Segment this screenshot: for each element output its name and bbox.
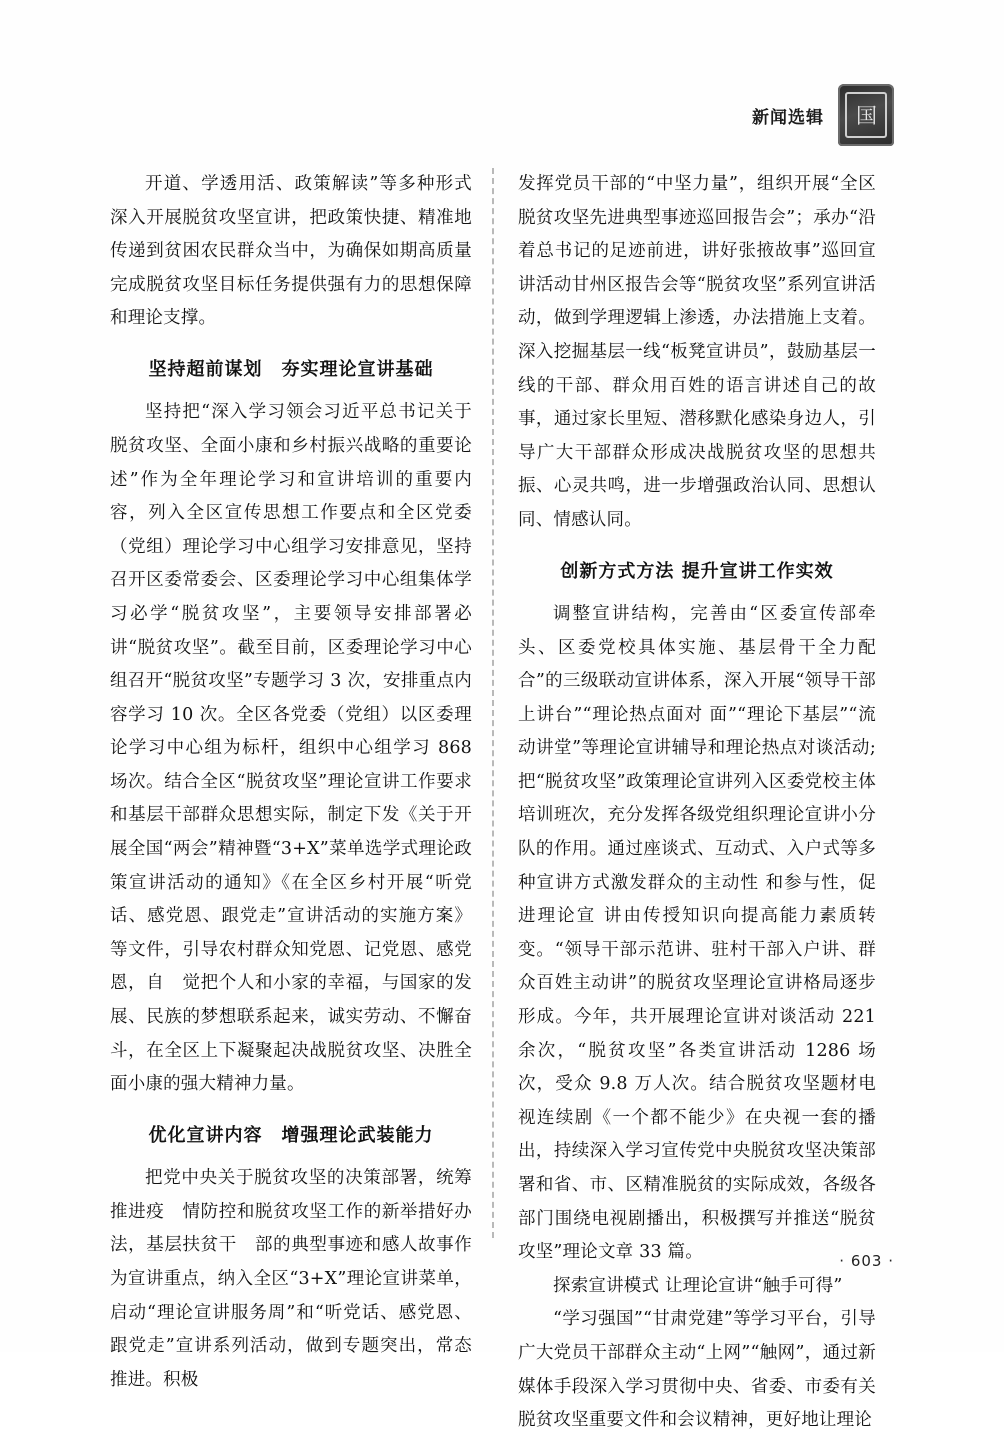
left-column	[110, 168, 490, 1390]
paragraph: 坚持把“深入学习领会习近平总书记关于脱贫攻坚、全面小康和乡村振兴战略的重要论述”作为全年理论学习和宣讲培训的重要内容，列入全区宣传思想工作要点和全区党委（党组）理论学习中心组学习安排意见，坚持召开区委常委会、区委理论学习中心组集体学习必学“脱贫攻坚”，主要领导安排部署必讲“脱贫攻坚”。截至目前，区委理论学习中心组召开“脱贫攻坚”专题学习 3 次，安排重点内容学习 10 次。全区各党委（党组）以区委理论学习中心组为标杆，组织中心组学习 868 场次。结合全区“脱贫攻坚”理论宣讲工作要求和基层干部群众思想实际，制定下发《关于开展全国“两会”精神暨“3+X”菜单选学式理论政策宣讲活动的通知》《在全区乡村开展“听党话、感党恩、跟党走”宣讲活动的实施方案》等文件，引导农村群众知党恩、记党恩、感党恩，自 觉把个人和小家的幸福，与国家的发展、民族的梦想联系起来，诚实劳动、不懈奋斗，在全区上下凝聚起决战脱贫攻坚、决胜全面小康的强大精神力量。	[110, 402, 472, 1095]
seal-glyph: 国	[856, 104, 876, 128]
paragraph: 调整宣讲结构，完善由“区委宣传部牵头、区委党校具体实施、基层骨干全力配合”的三级联动宣讲体系，深入开展“领导干部上讲台”“理论热点面对 面”“理论下基层”“流动讲堂”等理论宣讲辅导和理论热点对谈活动; 把“脱贫攻坚”政策理论宣讲列入区委党校主体培训班次，充分发挥各级党组织理论宣讲小分队的作用。通过座谈式、互动式、入户式等多种宣讲方式激发群众的主动性 和参与性，促进理论宣 讲由传授知识向提高能力素质转变。“领导干部示范讲、驻村干部入户讲、群众百姓主动讲”的脱贫攻坚理论宣讲格局逐步形成。今年，共开展理论宣讲对谈活动 221 余次，“脱贫攻坚”各类宣讲活动 1286 场次，受众 9.8 万人次。结合脱贫攻坚题材电视连续剧《一个都不能少》在央视一套的播出，持续深入学习宣传党中央脱贫攻坚决策部署和省、市、区精准脱贫的实际成效，各级各部门围绕电视剧播出，积极撰写并推送“脱贫攻坚”理论文章 33 篇。	[518, 603, 876, 1263]
column-divider	[492, 168, 494, 1238]
paragraph: 开道、学透用活、政策解读”等多种形式深入开展脱贫攻坚宣讲，把政策快捷、精准地传递到贫困农民群众当中，为确保如期高质量完成脱贫攻坚目标任务提供强有力的思想保障和理论支撑。	[110, 174, 472, 329]
paragraph: 把党中央关于脱贫攻坚的决策部署，统筹推进疫 情防控和脱贫攻坚工作的新举措好办法，基层扶贫干 部的典型事迹和感人故事作为宣讲重点，纳入全区“3+X”理论宣讲菜单，启动“理论宣讲服务周”和“听党话、感党恩、跟党走”宣讲系列活动，做到专题突出，常态推进。积极	[110, 1168, 472, 1390]
paragraph: 探索宣讲模式 让理论宣讲“触手可得”	[553, 1275, 843, 1296]
header-title: 新闻选辑	[752, 107, 824, 128]
paragraph: “学习强国”“甘肃党建”等学习平台，引导广大党员干部群众主动“上网”“触网”，通过新媒体手段深入学习贯彻中央、省委、市委有关脱贫攻坚重要文件和会议精神，更好地让理论	[518, 1309, 876, 1431]
section-heading: 创新方式方法 提升宣讲工作实效	[560, 560, 834, 582]
seal-logo-icon	[838, 84, 894, 146]
page-number: · 603 ·	[839, 1252, 894, 1270]
page-header	[752, 84, 894, 146]
section-heading: 坚持超前谋划 夯实理论宣讲基础	[148, 358, 434, 380]
paragraph: 发挥党员干部的“中坚力量”，组织开展“全区脱贫攻坚先进典型事迹巡回报告会”；承办“沿着总书记的足迹前进，讲好张掖故事”巡回宣讲活动甘州区报告会等“脱贫攻坚”系列宣讲活动，做到学理逻辑上渗透，办法措施上支着。深入挖掘基层一线“板凳宣讲员”，鼓励基层一线的干部、群众用百姓的语言讲述自己的故事，通过家长里短、潜移默化感染身边人，引导广大干部群众形成决战脱贫攻坚的思想共振、心灵共鸣，进一步增强政治认同、思想认同、情感认同。	[518, 174, 876, 530]
section-heading: 优化宣讲内容 增强理论武装能力	[148, 1124, 434, 1146]
